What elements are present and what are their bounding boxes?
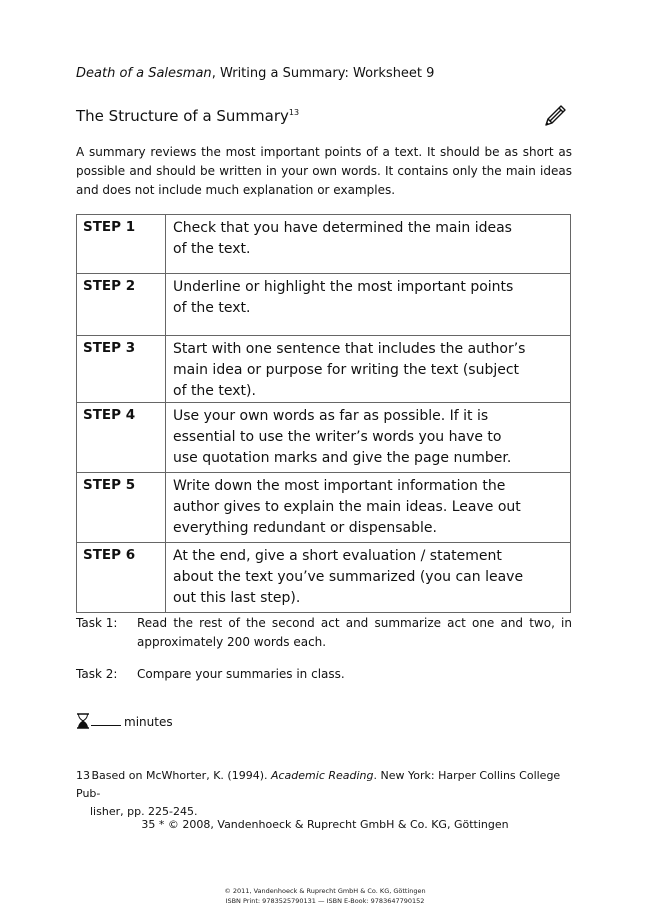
- footnote-continuation: lisher, pp. 225-245.: [90, 805, 198, 818]
- step-line: about the text you’ve summarized (you can leave: [173, 569, 524, 585]
- step-line: out this last step).: [173, 590, 301, 606]
- step-line: essential to use the writer’s words you have to: [173, 429, 502, 445]
- step-line: of the text.: [173, 241, 251, 257]
- worksheet-header: [76, 66, 434, 81]
- step-line: use quotation marks and give the page number.: [173, 450, 512, 466]
- steps-table: [76, 214, 571, 613]
- print-info: [0, 886, 650, 906]
- footnote: [76, 767, 572, 821]
- pencil-icon: [544, 103, 568, 127]
- step-description: [166, 215, 571, 274]
- intro-paragraph: A summary reviews the most important points of a text. It should be as short as possible and should be written in your own words. It contains only the main ideas and does not include much explanation or examples.: [76, 145, 572, 197]
- step-line: author gives to explain the main ideas. Leave out: [173, 499, 521, 515]
- time-estimate: [76, 713, 173, 729]
- step-label: STEP 5: [77, 473, 166, 543]
- step-description: [166, 336, 571, 403]
- section-title-text: The Structure of a Summary: [76, 107, 289, 125]
- step-line: Write down the most important information the: [173, 478, 506, 494]
- section-title: [76, 107, 299, 125]
- step-label: STEP 4: [77, 403, 166, 473]
- footnote-text: Based on McWhorter, K. (1994).: [91, 769, 271, 782]
- step-description: [166, 403, 571, 473]
- step-line: everything redundant or dispensable.: [173, 520, 437, 536]
- step-row: [77, 543, 571, 613]
- step-description: [166, 473, 571, 543]
- copyright-line: 35 * © 2008, Vandenhoeck & Ruprecht GmbH & Co. KG, Göttingen: [141, 818, 509, 831]
- step-line: of the text).: [173, 383, 256, 399]
- footnote-text-after: . New York: Harper Collins College Pub-: [76, 769, 561, 800]
- play-title: Death of a Salesman: [76, 66, 212, 81]
- isbn-line: ISBN Print: 9783525790131 — ISBN E-Book: 9783647790152: [225, 897, 425, 905]
- step-line: of the text.: [173, 300, 251, 316]
- step-row: [77, 473, 571, 543]
- step-description: [166, 543, 571, 613]
- footnote-book-title: Academic Reading: [270, 769, 374, 782]
- step-label: STEP 1: [77, 215, 166, 274]
- step-line: Check that you have determined the main ideas: [173, 220, 512, 236]
- header-rest: , Writing a Summary: Worksheet 9: [211, 66, 435, 81]
- task-text: Compare your summaries in class.: [137, 667, 345, 681]
- step-line: Start with one sentence that includes the author’s: [173, 341, 526, 357]
- step-line: At the end, give a short evaluation / statement: [173, 548, 502, 564]
- step-row: [77, 274, 571, 336]
- hourglass-icon: [76, 713, 90, 729]
- step-line: Use your own words as far as possible. If it is: [173, 408, 489, 424]
- minutes-blank: [91, 725, 121, 726]
- footnote-line: [76, 767, 572, 803]
- task-text: Read the rest of the second act and summarize act one and two, in approximately 200 words each.: [137, 616, 572, 649]
- footnote-reference: 13: [288, 108, 300, 117]
- step-label: STEP 6: [77, 543, 166, 613]
- step-label: STEP 3: [77, 336, 166, 403]
- print-copyright: © 2011, Vandenhoeck & Ruprecht GmbH & Co. KG, Göttingen: [224, 887, 426, 895]
- step-row: [77, 336, 571, 403]
- minutes-label: minutes: [124, 715, 173, 729]
- step-description: [166, 274, 571, 336]
- footnote-number: 13: [76, 769, 90, 782]
- step-line: Underline or highlight the most important points: [173, 279, 514, 295]
- task-label: Task 1:: [76, 616, 118, 630]
- step-row: [77, 215, 571, 274]
- step-line: main idea or purpose for writing the text (subject: [173, 362, 520, 378]
- task-label: Task 2:: [76, 667, 118, 681]
- step-label: STEP 2: [77, 274, 166, 336]
- step-row: [77, 403, 571, 473]
